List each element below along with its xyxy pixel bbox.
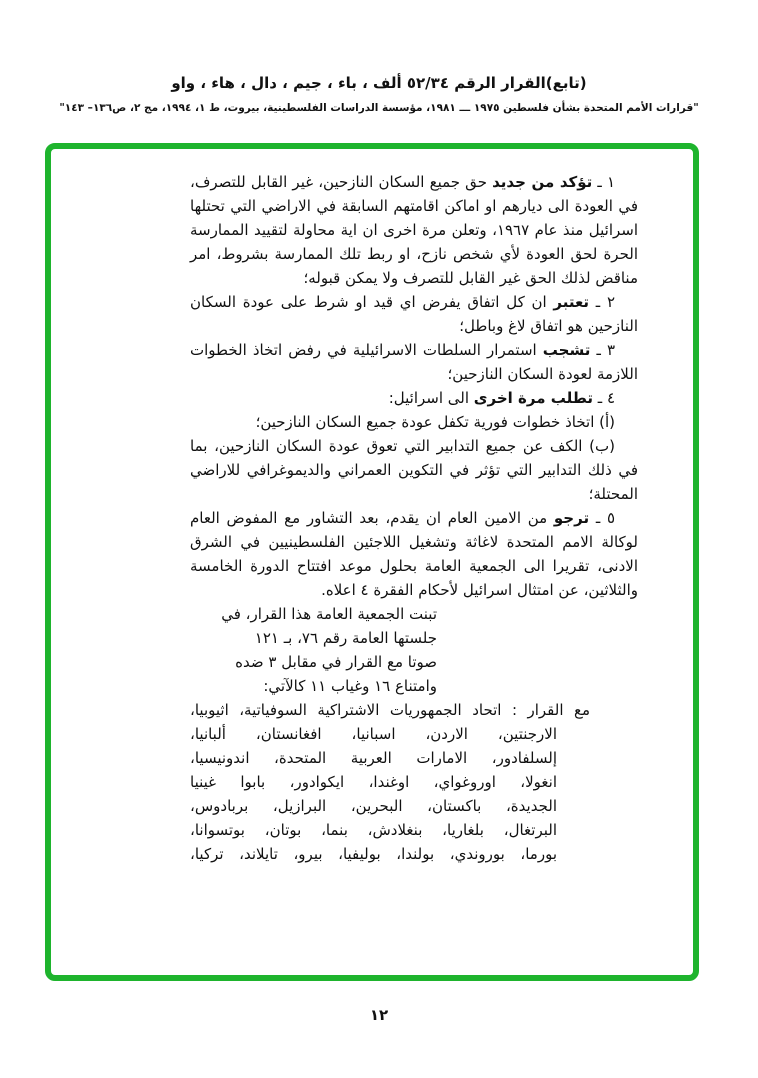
clause-number: ٤ ـ — [593, 389, 615, 407]
vote-label: مع القرار : — [511, 701, 590, 719]
adoption-note — [190, 602, 437, 698]
adoption-line: وامتناع ١٦ وغياب ١١ كالآتي: — [263, 677, 437, 695]
vote-line: الارجنتين، الاردن، اسبانيا، افغانستان، ألبانيا، — [190, 725, 557, 743]
clause-keyword: تشجب — [542, 341, 591, 359]
document-title: (تابع)القرار الرقم ٥٢/٣٤ ألف ، باء ، جيم ، دال ، هاء ، واو — [171, 74, 587, 92]
adoption-line: صوتا مع القرار في مقابل ٣ ضده — [235, 653, 437, 671]
clause-5 — [190, 506, 638, 602]
clause-3 — [190, 338, 638, 386]
clause-keyword: تؤكد من جديد — [492, 173, 593, 191]
page-number: ١٢ — [369, 1006, 389, 1024]
subclause-a — [190, 410, 638, 434]
clause-number: ٣ ـ — [590, 341, 615, 359]
vote-line: الجديدة، باكستان، البحرين، البرازيل، بربادوس، — [190, 797, 557, 815]
resolution-body — [190, 170, 638, 866]
vote-line-first — [190, 698, 590, 722]
clause-text: ان كل اتفاق يفرض اي قيد او شرط على عودة السكان النازحين هو اتفاق لاغ وباطل؛ — [190, 293, 638, 335]
clause-number: ١ ـ — [592, 173, 615, 191]
clause-keyword: تطلب مرة اخرى — [473, 389, 593, 407]
clause-text: الى اسرائيل: — [388, 389, 474, 407]
subclause-b — [190, 434, 638, 506]
clause-number: ٢ ـ — [589, 293, 615, 311]
clause-number: (ب) — [582, 437, 615, 455]
clause-1 — [190, 170, 638, 290]
clause-keyword: تعتبر — [553, 293, 590, 311]
vote-line: إلسلفادور، الامارات العربية المتحدة، اندونيسيا، — [190, 749, 557, 767]
clause-text: الكف عن جميع التدابير التي تعوق عودة السكان النازحين، بما في ذلك التدابير التي تؤثر في التكوين العمراني والديموغرافي للاراضي المحتلة؛ — [190, 437, 638, 503]
clause-2 — [190, 290, 638, 338]
clause-number: (أ) — [594, 413, 615, 431]
clause-text: اتخاذ خطوات فورية تكفل عودة جميع السكان النازحين؛ — [255, 413, 595, 431]
vote-line: انغولا، اوروغواي، اوغندا، ايكوادور، بابوا غينيا — [190, 773, 557, 791]
clause-4 — [190, 386, 638, 410]
vote-line: البرتغال، بلغاريا، بنغلادش، بنما، بوتان، بوتسوانا، — [190, 821, 557, 839]
clause-text: من الامين العام ان يقدم، بعد التشاور مع المفوض العام لوكالة الامم المتحدة لاغاثة وتشغيل اللاجئين الفلسطينيين في الشرق الادنى، تقريرا الى الجمعية العامة بحلول موعد افتتاح الدورة الخامسة والثلاثين، عن امتثال اسرائيل لأحكام الفقرة ٤ اعلاه. — [190, 509, 638, 599]
vote-result-list — [190, 698, 590, 866]
vote-countries: اتحاد الجمهوريات الاشتراكية السوفياتية، اثيوبيا، — [190, 701, 512, 719]
clause-text: حق جميع السكان النازحين، غير القابل للتصرف، في العودة الى ديارهم او اماكن اقامتهم السابقة في الاراضي التي تحتلها اسرائيل منذ عام ١٩٦٧، وتعلن مرة اخرى ان اية محاولة لتقييد الممارسة الحرة لحق العودة لأي شخص نازح، او ربط تلك الممارسة بشروط، امر مناقض لذلك الحق غير القابل للتصرف ولا يمكن قبوله؛ — [190, 173, 639, 287]
clause-number: ٥ ـ — [589, 509, 615, 527]
adoption-line: تبنت الجمعية العامة هذا القرار، في — [221, 605, 437, 623]
adoption-line: جلستها العامة رقم ٧٦، بـ ١٢١ — [254, 629, 437, 647]
clause-text: استمرار السلطات الاسرائيلية في رفض اتخاذ الخطوات اللازمة لعودة السكان النازحين؛ — [190, 341, 638, 383]
vote-line: بورما، بوروندي، بولندا، بوليفيا، بيرو، تايلاند، تركيا، — [190, 845, 557, 863]
source-citation: "قرارات الأمم المتحدة بشأن فلسطين ١٩٧٥ ـــ ١٩٨١، مؤسسة الدراسات الفلسطينية، بيروت، ط ١، ١٩٩٤، مج ٢، ص١٣٦– ١٤٣" — [59, 102, 699, 114]
clause-keyword: ترجو — [553, 509, 590, 527]
